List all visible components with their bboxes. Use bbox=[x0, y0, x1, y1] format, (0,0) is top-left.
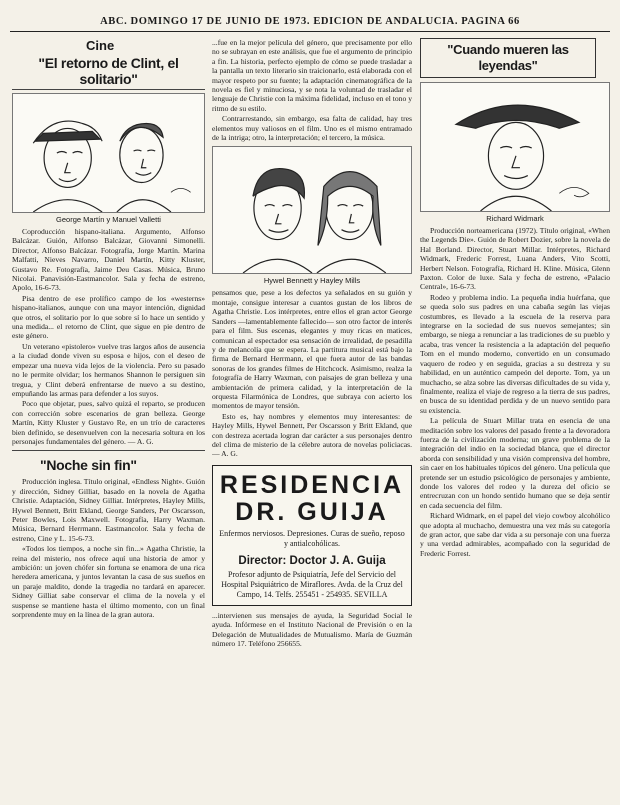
article-title-clint: "El retorno de Clint, el solitario" bbox=[12, 55, 205, 90]
paragraph: pensamos que, pese a los defectos ya señalados en su guión y montaje, consigue interesar a cuantos gustan de los libros de Agatha Christie. Los intérpretes, entre ellos el gran actor George Sanders —lamentablemente fallecido— son otro factor de interés para el film. Sus escenas, elegantes y muy ricas en matices, comunican al espectador esa sensación de irrealidad, de pesadilla y de melancolía que se espera. La partitura musical está bajo la firma de Bernard Herrmann, el que fuera autor de las bandas sonoras de los grandes filmes de Hitchcock. Asimismo, realza la fotografía de Harry Waxman, con paisajes de gran belleza y una ambientación de primera calidad, y la interpretación de la orquesta Filarmónica de Londres, que subraya con acierto los momentos de mayor tensión. bbox=[212, 288, 412, 411]
article-title-noche: "Noche sin fin" bbox=[40, 457, 137, 474]
article-body-noche-cont bbox=[212, 38, 412, 142]
ad-bio: Profesor adjunto de Psiquiatría, Jefe del Servicio del Hospital Psiquiátrico de Miraflores. Avda. de la Cruz del Campo, 14. Telfs. 255451 - 254935. SEVILLA bbox=[221, 569, 403, 599]
column-middle bbox=[212, 38, 412, 798]
article-body-noche bbox=[12, 477, 205, 619]
article-title-leyendas: "Cuando mueren las leyendas" bbox=[420, 38, 596, 78]
paragraph: Richard Widmark, en el papel del viejo cowboy alcohólico que adopta al muchacho, demuestra una vez más su categoría de gran actor, que sabe dar vida a su personaje con una fuerza y una verdad admirables, acompañado con la seguridad de Frederic Forrest. bbox=[420, 511, 610, 558]
illustration-widmark bbox=[420, 82, 610, 212]
section-kicker: Cine bbox=[86, 38, 115, 53]
paragraph: Rodeo y problema indio. La pequeña india huérfana, que se queda solo sus padres en una cabaña según las viejas costumbres, es llevado a la escuela de la reserva para integrarse en la sociedad de sus nuevos semejantes; sin embargo, se niega a renunciar a las tradiciones de su pueblo y acaba, tras vencer la resistencia a la adaptación del pequeño Tom en el mundo moderno, convertido en un consumado vaquero de rodeo y en seguida, gracias a su destreza y su habilidad, en un auténtico campeón del deporte. Tom, ya un muchacho, se alza sobre las diversas dificultades de su vida y, finalmente, realiza el viaje de regreso a la tierra de sus padres, en busca de su identidad perdida y de un nuevo sentido para su existencia. bbox=[420, 292, 610, 415]
paragraph: ...fue en la mejor película del género, que precisamente por ello no se subrayan en este análisis, que fue el argumento de principio a fin. La historia, perfecto ejemplo de cómo se puede trasladar a la pantalla un texto literario sin traicionarlo, está elaborada con el mayor respeto por su fuente; la adaptación cinematográfica de la novela es fiel y minuciosa, y se nota la voluntad de trasladar el lenguaje de Christie con la máxima fidelidad, incluso en el tono y ritmo de su estilo. bbox=[212, 38, 412, 113]
ad-title-line1: RESIDENCIA bbox=[219, 470, 405, 499]
paragraph: Pisa dentro de ese prolífico campo de los «westerns» hispano-italianos, aunque con una mayor intención, dignidad que otros, el solitario por lo que sobre sí lo hace un sentido y una medida... el retorno de Clint, que sigue en pie dentro de este género. bbox=[12, 293, 205, 341]
paragraph: Producción inglesa. Título original, «Endless Night». Guión y dirección, Sidney Gilliat, basado en la novela de Agatha Christie. Adaptación, Sidney Gilliat. Intérpretes, Hayley Mills, Hywel Bennett, Britt Ekland, George Sanders, Per Oscarsson, Peter Bowles, Lois Maxwell. Fotografía, Harry Waxman. Música, Bernard Herrmann. Eastmancolor. Sala y fecha de estreno, Cine y L. 15-6-73. bbox=[12, 477, 205, 543]
illustration-clint bbox=[12, 93, 205, 213]
article-body-noche-cont2 bbox=[212, 288, 412, 458]
paragraph: La película de Stuart Millar trata en esencia de una meditación sobre los valores del pasado frente a la devoradora fuerza de la civilización moderna; un grave problema de la integración del indio en la sociedad blanca, que el director aborda con sensibilidad y una visión comprensiva del hombre, sin caer en los habituales tópicos del género. Una película que pretende ser un estudio psicológico de personajes y ambiente, donde los valores del rodeo y la dureza del oficio se entrecruzan con un hondo sentido humano que se deja sentir en cada secuencia del film. bbox=[420, 416, 610, 510]
paragraph: «Todos los tiempos, a noche sin fin...» Agatha Christie, la reina del misterio, nos ofrece aquí una historia de amor y ambición: un joven chófer sin fortuna se enamora de una rica heredera americana, y juntos levantan la casa de sus sueños en un paraje maldito, donde la tragedia no tardará en aparecer. Sidney Gilliat sabe conservar el clima de la novela y el suspense se mantiene hasta el último momento, con un final sorprendente muy en la línea de la gran autora. bbox=[12, 544, 205, 620]
divider bbox=[12, 450, 205, 451]
paragraph: Coproducción hispano-italiana. Argumento, Alfonso Balcázar. Guión, Alfonso Balcázar, Giovanni Simonelli. Director, Alfonso Balcázar. Fotografía, Jorge Martín. Marina Malfatti, Nieves Navarro, Daniel Martín, Kitty Kluster, Gustavo Re. Fotografía, Jaime Deu Casas. Música, Bruno Nicolai. Panavisión-Eastmancolor. Sala y fecha de estreno, Apolo, 16-6-73. bbox=[12, 227, 205, 293]
paragraph: Un veterano «pistolero» vuelve tras largos años de ausencia a la ciudad donde viven su esposa e hijos, con el deseo de empezar una nueva vida lejos de la violencia. Pero su pasado no le permite olvidar; los hermanos Shannon le persiguen sin tregua, y Clint deberá enfrentarse de nuevo a su destino, empuñando las armas para defender a los suyos. bbox=[12, 341, 205, 398]
ad-title-line2: DR. GUIJA bbox=[235, 497, 389, 526]
notice-seguridad-social bbox=[212, 611, 412, 649]
paragraph: Esto es, hay nombres y elementos muy interesantes: de Hayley Mills, Hywel Bennett, Per Oscarsson y Britt Ekland, que con destreza acertada logran dar carácter a sus personajes dentro del clima de misterio de la célebre autora de novelas policiacas. — A. G. bbox=[212, 411, 412, 459]
illustration-noche bbox=[212, 146, 412, 274]
caption-widmark: Richard Widmark bbox=[486, 214, 544, 223]
widmark-drawing bbox=[421, 83, 609, 211]
article-body-leyendas bbox=[420, 226, 610, 558]
bennett-mills-drawing bbox=[213, 147, 411, 273]
caption-clint: George Martín y Manuel Valletti bbox=[56, 215, 161, 224]
article-body-clint bbox=[12, 227, 205, 446]
column-right bbox=[420, 38, 610, 798]
paragraph: Contrarrestando, sin embargo, esa falta de calidad, hay tres elementos muy valiosos en el film. Uno es el mismo entramado de la intriga; otro, la interpretación; el tercero, la música. bbox=[212, 114, 412, 143]
advertisement-residencia bbox=[212, 465, 412, 606]
paragraph: Producción norteamericana (1972). Título original, «When the Legends Die». Guión de Robert Dozier, sobre la novela de Hal Borland. Director, Stuart Millar. Intérpretes, Richard Widmark, Frederic Forrest, Luana Anders, Vito Scotti, Herbert Nelson. Fotografía, Richard H. Kline. Música, Glenn Paxton. Color de luxe. Sala y fecha de estreno, «Palacio Central», 16-6-73. bbox=[420, 226, 610, 292]
clint-drawing bbox=[13, 94, 204, 212]
caption-noche: Hywel Bennett y Hayley Mills bbox=[263, 276, 361, 286]
column-left bbox=[12, 38, 205, 798]
paragraph: Poco que objetar, pues, salvo quizá el reparto, se producen con corrección sobre escenarios de gran belleza. George Martín, Kitty Kluster y Gustavo Re, en un trío de caracteres bien definido, se desenvuelven con la necesaria soltura en los personajes fundamentales del género. — A. G. bbox=[12, 399, 205, 446]
ad-services: Enfermos nerviosos. Depresiones. Curas de sueño, reposo y antialcohólicas. bbox=[219, 528, 405, 548]
page-header: ABC. DOMINGO 17 DE JUNIO DE 1973. EDICION DE ANDALUCIA. PAGINA 66 bbox=[10, 14, 610, 32]
paragraph: ...intervienen sus mensajes de ayuda, la Seguridad Social le ayuda. Infórmese en el Instituto Nacional de Previsión o en la Delegación de Mutualidades de Mutualismo. María de Guzmán número 17. Teléfono 256655. bbox=[212, 610, 412, 648]
ad-director: Director: Doctor J. A. Guija bbox=[238, 554, 386, 567]
